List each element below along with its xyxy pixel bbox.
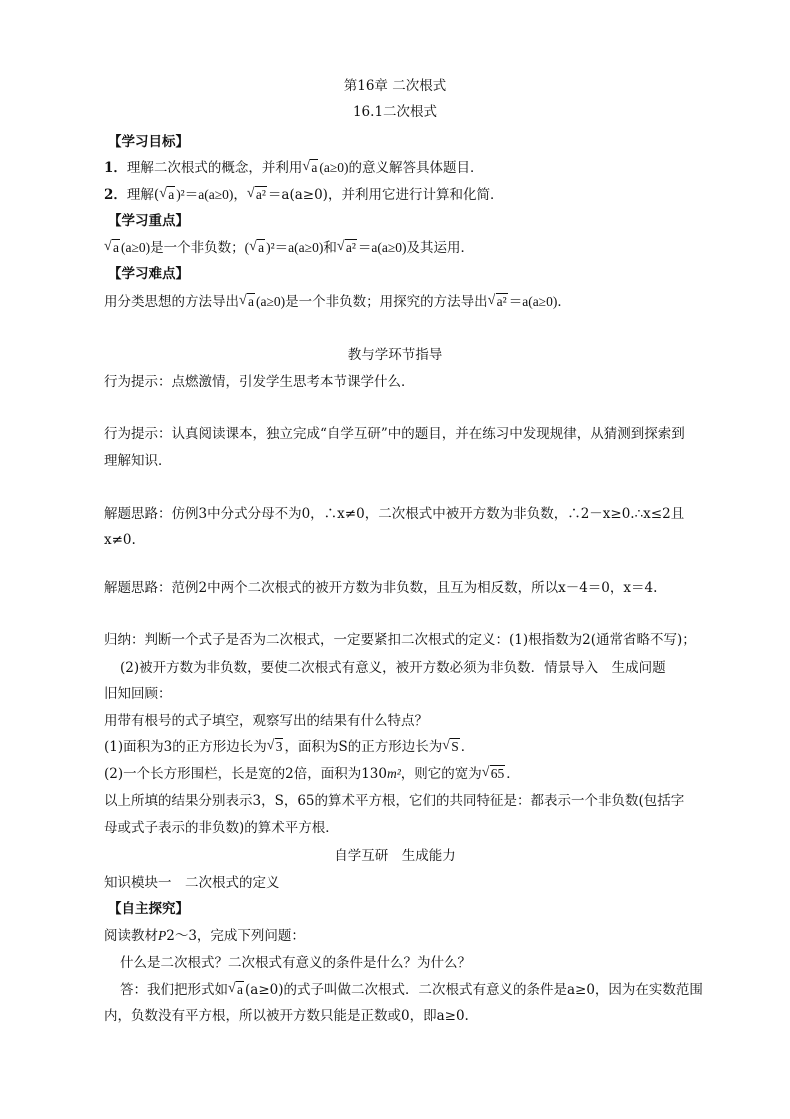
study-question: 什么是二次根式？二次根式有意义的条件是什么？为什么？	[120, 955, 471, 971]
guide-title: 教与学环节指导	[347, 347, 443, 363]
goal-item-1: 1．理解二次根式的概念，并利用√ a (a≥0)的意义解答具体题目．	[104, 158, 484, 178]
question-2: (2)一个长方形围栏，长是宽的2倍，面积为130m²，则它的宽为√ 65 ．	[104, 764, 520, 784]
radical: √ 65	[490, 764, 506, 784]
section-title: 16.1二次根式	[352, 104, 438, 120]
radical: √ a	[112, 238, 120, 258]
radical: √ a	[257, 238, 265, 258]
conclusion-line-1: 以上所填的结果分别表示3，S，65的算术平方根，它们的共同特征是：都表示一个非负数(包括字	[104, 793, 685, 809]
goal-item-2: 2．理解(√ a )²＝a(a≥0)，√ a² ＝a(a≥0)，并利用它进行计算和化简．	[104, 185, 503, 205]
radical: √ a	[247, 292, 255, 312]
solve-1-line-1: 解题思路：仿例3中分式分母不为0，∴x≠0，二次根式中被开方数为非负数，∴2－x≥0.∴x≤2且	[104, 506, 685, 522]
radical: √ a²	[345, 238, 357, 258]
review-heading: 旧知回顾：	[104, 686, 172, 702]
radical: √ a²	[255, 185, 267, 205]
question-1: (1)面积为3的正方形边长为√ 3 ，面积为S的正方形边长为√ S ．	[104, 737, 474, 757]
key-text: √ a (a≥0)是一个非负数；(√ a )²＝a(a≥0)和√ a² ＝a(a≥0)及其运用．	[104, 238, 474, 258]
summary-line-1: 归纳：判断一个式子是否为二次根式，一定要紧扣二次根式的定义：(1)根指数为2(通常省略不写)；	[104, 632, 696, 648]
knowledge-module-title: 知识模块一 二次根式的定义	[104, 875, 280, 891]
self-study-title: 自学互研 生成能力	[334, 848, 456, 864]
key-heading: 【学习重点】	[108, 213, 189, 229]
explore-heading: 【自主探究】	[108, 901, 189, 917]
hint-2-line-1: 行为提示：认真阅读课本，独立完成“自学互研”中的题目，并在练习中发现规律，从猜测到探索到	[104, 426, 685, 442]
radical: √ a²	[496, 292, 508, 312]
answer-line-2: 内，负数没有平方根，所以被开方数只能是正数或0，即a≥0.	[104, 1008, 469, 1024]
radical: √ S	[450, 737, 460, 757]
radical: √ a	[236, 980, 244, 1000]
difficulty-heading: 【学习难点】	[108, 266, 189, 282]
conclusion-line-2: 母或式子表示的非负数)的算术平方根．	[104, 820, 339, 836]
difficulty-text: 用分类思想的方法导出√ a (a≥0)是一个非负数；用探究的方法导出√ a² ＝a(a≥0)．	[104, 292, 571, 312]
radical: √ 3	[275, 737, 284, 757]
summary-line-2: (2)被开方数为非负数，要使二次根式有意义，被开方数必须为非负数．情景导入 生成问题	[120, 660, 666, 676]
solve-2: 解题思路：范例2中两个二次根式的被开方数为非负数，且互为相反数，所以x－4＝0，x＝4.	[104, 580, 658, 596]
radical: √ a	[167, 185, 175, 205]
radical: √ a	[310, 158, 318, 178]
goals-heading: 【学习目标】	[108, 134, 189, 150]
answer-line-1: 答：我们把形式如√ a (a≥0)的式子叫做二次根式．二次根式有意义的条件是a≥0，因为在实数范围	[120, 980, 703, 1000]
hint-1: 行为提示：点燃激情，引发学生思考本节课学什么．	[104, 374, 415, 390]
chapter-title: 第16章 二次根式	[343, 78, 447, 94]
fill-instruction: 用带有根号的式子填空，观察写出的结果有什么特点？	[104, 713, 428, 729]
hint-2-line-2: 理解知识．	[104, 453, 172, 469]
solve-1-line-2: x≠0.	[104, 532, 136, 548]
reading-instruction: 阅读教材P2～3，完成下列问题：	[104, 928, 305, 944]
